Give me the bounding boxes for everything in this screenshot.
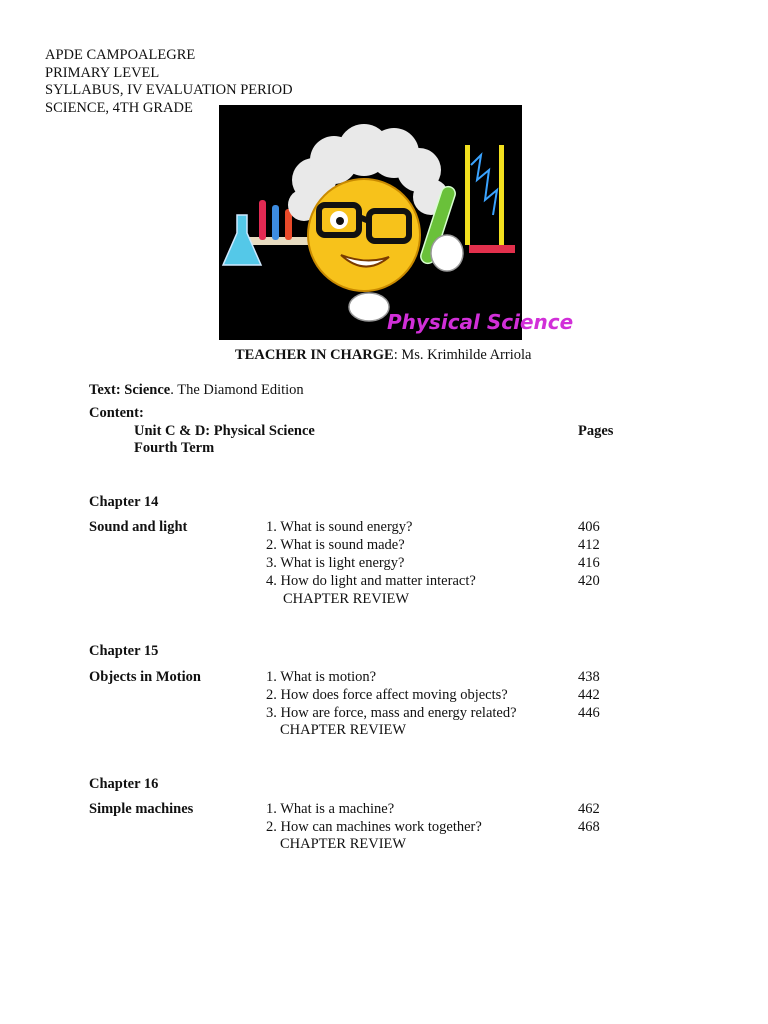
teacher-line: TEACHER IN CHARGE: Ms. Krimhilde Arriola: [235, 347, 532, 363]
lesson-item: 1. What is sound energy?: [266, 519, 413, 535]
text-edition: The Diamond Edition: [177, 382, 304, 398]
lesson-page: 468: [578, 819, 600, 835]
chapter-review: CHAPTER REVIEW: [283, 591, 410, 607]
lesson-page: 442: [578, 687, 600, 703]
lesson-item: 3. How are force, mass and energy related?: [266, 705, 517, 721]
chapter-title: Objects in Motion: [89, 669, 201, 685]
lesson-page: 406: [578, 519, 600, 535]
lesson-item: 4. How do light and matter interact?: [266, 573, 476, 589]
lesson-item: 3. What is light energy?: [266, 555, 405, 571]
school-name: APDE CAMPOALEGRE: [45, 47, 196, 63]
lesson-page: 420: [578, 573, 600, 589]
chapter-review: CHAPTER REVIEW: [280, 836, 407, 852]
lesson-page: 446: [578, 705, 600, 721]
teacher-label: TEACHER IN CHARGE: [235, 347, 394, 363]
lesson-page: 462: [578, 801, 600, 817]
chapter-number: Chapter 16: [89, 776, 159, 792]
lesson-item: 1. What is a machine?: [266, 801, 395, 817]
unit-title: Unit C & D: Physical Science: [134, 423, 315, 439]
content-label: Content:: [89, 405, 144, 421]
term-label: Fourth Term: [134, 440, 215, 456]
physical-science-illustration: [219, 105, 574, 340]
teacher-name: Ms. Krimhilde Arriola: [401, 347, 532, 363]
lesson-page: 416: [578, 555, 600, 571]
chapter-title: Simple machines: [89, 801, 194, 817]
lesson-item: 2. How can machines work together?: [266, 819, 482, 835]
illustration-caption: Physical Science: [387, 310, 574, 334]
lesson-item: 2. How does force affect moving objects?: [266, 687, 508, 703]
chapter-number: Chapter 14: [89, 494, 159, 510]
pages-header: Pages: [578, 423, 614, 439]
text-reference: Text: Science. The Diamond Edition: [89, 382, 304, 398]
chapter-review: CHAPTER REVIEW: [280, 722, 407, 738]
text-label: Text: Science: [89, 382, 171, 398]
lesson-page: 438: [578, 669, 600, 685]
chapter-number: Chapter 15: [89, 643, 159, 659]
chapter-title: Sound and light: [89, 519, 188, 535]
lesson-item: 2. What is sound made?: [266, 537, 405, 553]
level: PRIMARY LEVEL: [45, 65, 160, 81]
lesson-page: 412: [578, 537, 600, 553]
syllabus-period: SYLLABUS, IV EVALUATION PERIOD: [45, 82, 293, 98]
lesson-item: 1. What is motion?: [266, 669, 377, 685]
subject-grade: SCIENCE, 4TH GRADE: [45, 100, 193, 116]
